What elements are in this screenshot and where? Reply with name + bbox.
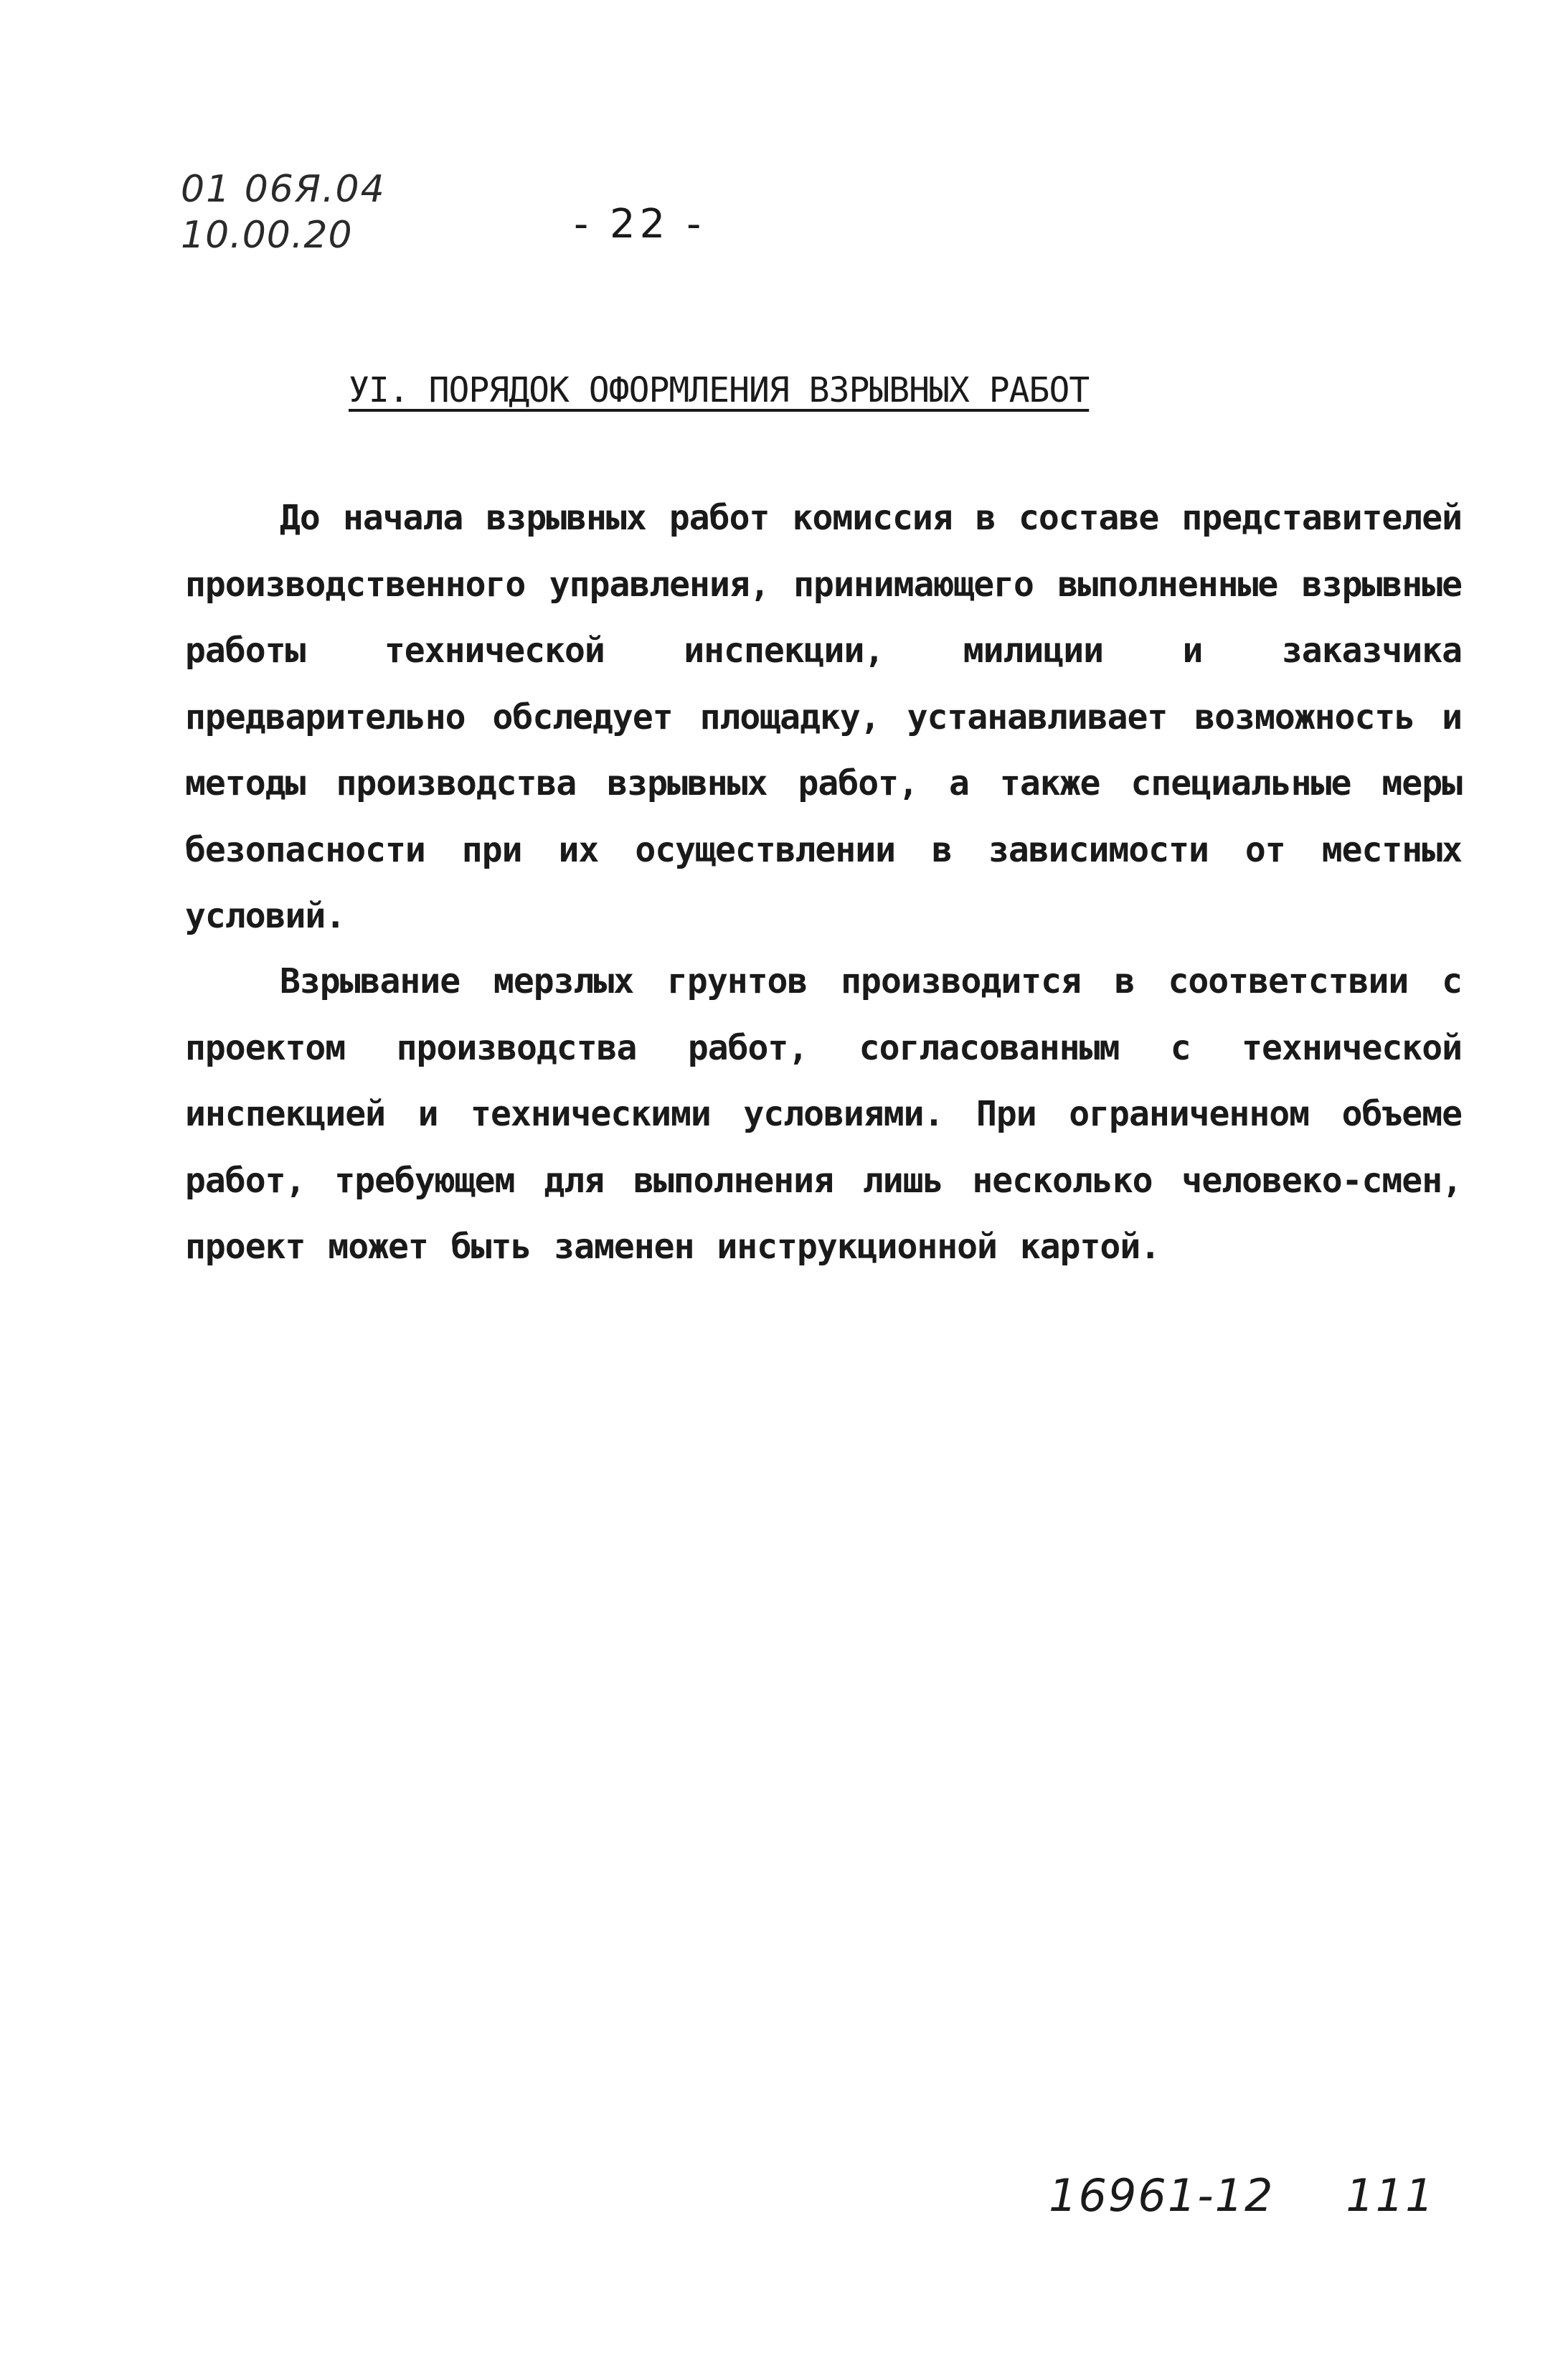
body-paragraph-1: До начала взрывных работ комиссия в составе представителей производственного управления, принимающего выполненные взрывные работы технической инспекции, милиции и заказчика предварительно обследует площадку, устанавливает возможность и методы производства взрывных работ, а также специальные меры безопасности при их осуществлении в зависимости от местных условий.: [185, 498, 1462, 936]
document-code-line-2: 10.00.20: [181, 214, 353, 257]
footer-inventory: [1049, 2169, 1435, 2222]
page-number: - 22 -: [574, 201, 706, 247]
sheet-number: 111: [1346, 2169, 1435, 2222]
document-code-stamp: [181, 166, 386, 258]
section-title: УI. ПОРЯДОК ОФОРМЛЕНИЯ ВЗРЫВНЫХ РАБОТ: [349, 370, 1090, 410]
document-code-line-1: 01 06Я.04: [181, 168, 386, 211]
inventory-number: 16961-12: [1049, 2169, 1275, 2222]
body-paragraph-2: Взрывание мерзлых грунтов производится в соответствии с проектом производства работ, согласованным с технической инспекцией и техническими условиями. При ограниченном объеме работ, требующем для выполнения лишь несколько человеко-смен, проект может быть заменен инструкционной картой.: [185, 961, 1462, 1267]
